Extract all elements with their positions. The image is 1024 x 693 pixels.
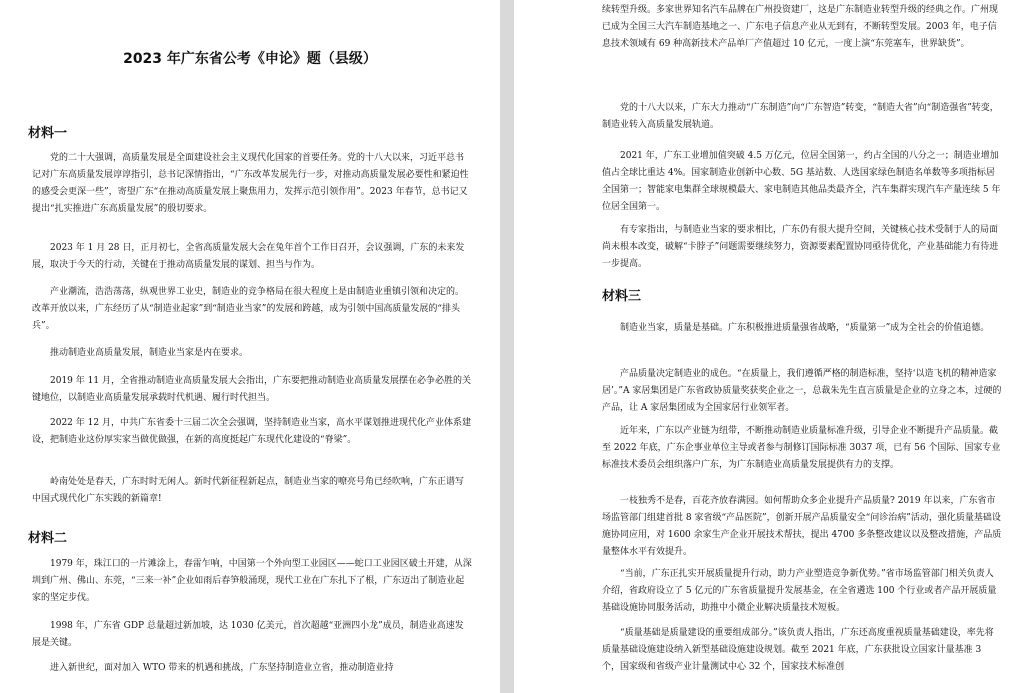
material3-paragraph: “质量基础是质量建设的重要组成部分。”该负责人指出，广东还高度重视质量基础建设，率先将质量基础设施建设纳入新型基础设施建设规划。截至 2021 年底，广东获批设立国家计量基准 3 个，国家级和省级产业计量测试中心 32 个，国家技术标准创 bbox=[602, 628, 994, 672]
material2-paragraph: 1979 年，珠江口的一片滩涂上，春雷乍响，中国第一个外向型工业园区——蛇口工业园区破土开建，从深圳到广州、佛山、东莞，“三来一补”企业如雨后春笋般涌现，现代工业在广东扎下了根，广东迈出了制造业起家的坚定步伐。 bbox=[32, 559, 472, 603]
material2-paragraph: 1998 年，广东省 GDP 总量超过新加坡，达 1030 亿美元，首次超越“亚洲四小龙”成员，制造业高速发展是关键。 bbox=[32, 621, 464, 648]
document-title: 2023 年广东省公考《申论》题（县级） bbox=[123, 51, 377, 67]
material1-paragraph: 2022 年 12 月，中共广东省委十三届二次全会强调，坚持制造业当家，高水平谋划推进现代化产业体系建设，把制造业这份厚实家当做优做强，在新的高度挺起广东现代化建设的“脊梁”。 bbox=[32, 418, 471, 445]
material1-paragraph: 党的二十大强调，高质量发展是全面建设社会主义现代化国家的首要任务。党的十八大以来，习近平总书记对广东高质量发展谆谆指引，总书记深情指出，“广东改革发展先行一步，对推动高质量发展必要性和紧迫性的感受会更深一些”，寄望广东“在推动高质量发展上聚焦用力，发挥示范引领作用”。2023 年春节，总书记又提出“扎实推进广东高质量发展”的殷切要求。 bbox=[32, 153, 469, 214]
material2-heading: 材料二 bbox=[28, 531, 68, 546]
material1-paragraph: 推动制造业高质量发展，制造业当家是内在要求。 bbox=[50, 348, 249, 358]
material2-paragraph: 进入新世纪，面对加入 WTO 带来的机遇和挑战，广东坚持制造业立省，推动制造业持 bbox=[50, 663, 394, 673]
material3-paragraph: 产品质量决定制造业的成色。“在质量上，我们遵循严格的制造标准，坚持‘以造飞机的精神造家居’。”A 家居集团是广东省政协质量奖获奖企业之一，总裁朱先生直言质量是企业的立身之本，过硬的产品，让 A 家居集团成为全国家居行业领军者。 bbox=[602, 369, 1002, 413]
document-page-left bbox=[0, 0, 500, 693]
material1-heading: 材料一 bbox=[28, 126, 68, 141]
material1-paragraph: 2023 年 1 月 28 日，正月初七，全省高质量发展大会在兔年首个工作日召开，会议强调，广东的未来发展，取决于今天的行动，关键在于推动高质量发展的谋划、担当与作为。 bbox=[32, 243, 465, 270]
material1-paragraph: 2019 年 11 月，全省推动制造业高质量发展大会指出，广东要把推动制造业高质量发展摆在必争必胜的关键地位，以制造业高质量发展承载时代机遇、履行时代担当。 bbox=[32, 376, 471, 403]
material3-heading: 材料三 bbox=[602, 289, 642, 304]
material2-paragraph: 有专家指出，与制造业当家的要求相比，广东仍有很大提升空间，关键核心技术受制于人的局面尚未根本改变，破解“卡脖子”问题需要继续努力，资源要素配置协同亟待优化，产业基础能力有待进一步提高。 bbox=[602, 225, 999, 269]
document-page-right bbox=[514, 0, 1024, 693]
material2-paragraph: 党的十八大以来，广东大力推动“广东制造”向“广东智造”转变，“制造大省”向“制造强省”转变，制造业转入高质量发展轨道。 bbox=[602, 103, 999, 130]
material2-paragraph: 2021 年，广东工业增加值突破 4.5 万亿元，位居全国第一，约占全国的八分之一；制造业增加值占全球比重达 4%。国家制造业创新中心数、5G 基站数、人选国家绿色制造名单数等多项指标居全国第一；智能家电集群全球规模最大、家电制造其他品类最齐全，汽车集群实现汽车产量连续 5 年位居全国第一。 bbox=[602, 151, 1001, 212]
material1-paragraph: 产业潮流，浩浩荡荡，纵观世界工业史，制造业的竞争格局在很大程度上是由制造业重镇引领和决定的。改革开放以来，广东经历了从“制造业起家”到“制造业当家”的发展和跨越，成为引领中国高质量发展的“排头兵”。 bbox=[32, 287, 465, 331]
material3-paragraph: 制造业当家，质量是基础。广东积极推进质量强省战略，“质量第一”成为全社会的价值追德。 bbox=[620, 323, 990, 333]
material2-paragraph: 续转型升级。多家世界知名汽车品牌在广州投资建厂，这是广东制造业转型升级的经典之作。广州现已成为全国三大汽车制造基地之一、广东电子信息产业从无到有，不断转型发展。2003 年，电子信息技术领域有 69 种高新技术产品单厂产值超过 10 亿元，一度上演“东莞塞车，世界缺货”。 bbox=[602, 5, 999, 49]
material3-paragraph: 一枝独秀不是春，百花齐放春满园。如何帮助众多企业提升产品质量? 2019 年以来，广东省市场监管部门组建首批 8 家省级“产品医院”，创新开展产品质量安全“问诊治病”活动，强化质量基础设施协同应用，对 1600 余家生产企业开展技术帮扶，提出 4700 多条整改建议以及整改措施，产品质量整体水平有效提升。 bbox=[602, 496, 1002, 557]
material3-paragraph: 近年来，广东以产业链为纽带，不断推动制造业质量标准升级，引导企业不断提升产品质量。截至 2022 年底，广东企事业单位主导或者参与制修订国际标准 3037 项，已有 56 个国际、国家专业标准技术委员会组织落户广东，为广东制造业高质量发展提供有力的支撑。 bbox=[602, 426, 1001, 470]
material3-paragraph: “当前，广东正扎实开展质量提升行动，助力产业塑造竞争新优势。”省市场监管部门相关负责人介绍，省政府设立了 5 亿元的广东省质量提升发展基金，在全省遴选 100 个行业或者产品开展质量基础设施协同服务活动，助推中小微企业解决质量技术短板。 bbox=[602, 569, 997, 613]
material1-paragraph: 岭南处处是春天，广东时时无闲人。新时代新征程新起点，制造业当家的嘹亮号角已经吹响，广东正谱写中国式现代化广东实践的新篇章! bbox=[32, 477, 465, 504]
